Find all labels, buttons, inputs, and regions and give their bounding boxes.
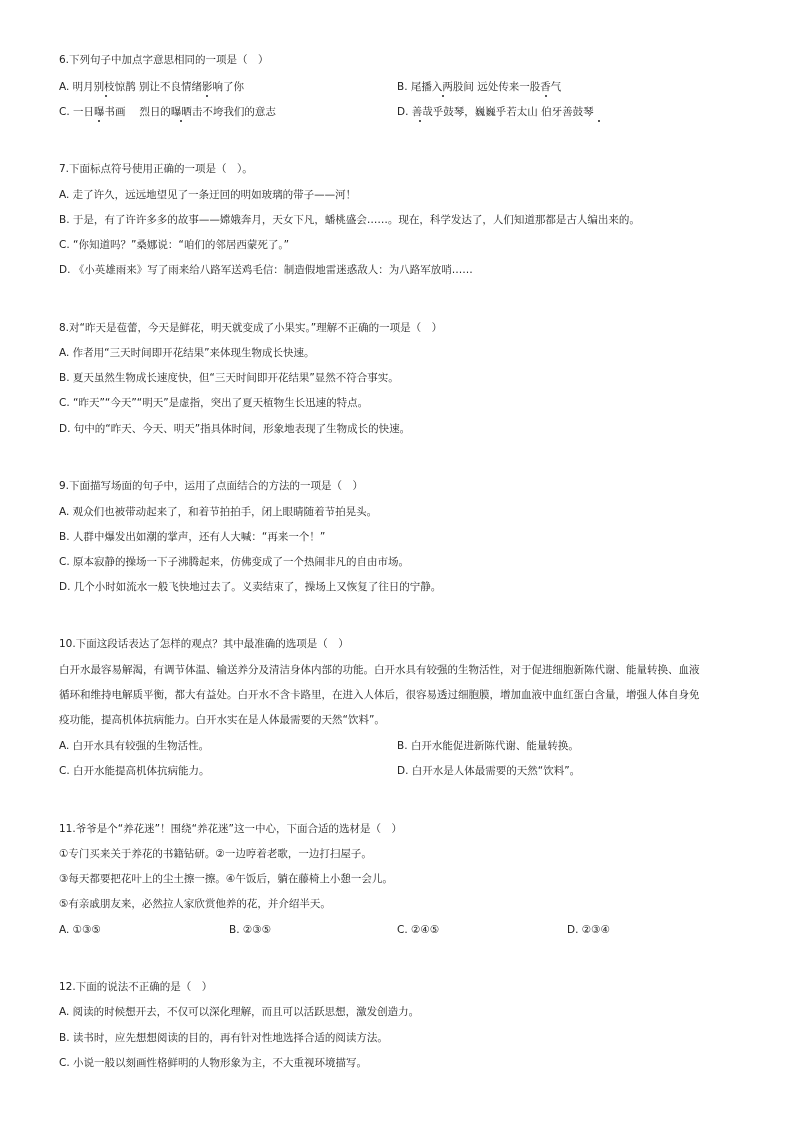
emphasis-dot <box>105 95 107 97</box>
q11-item-line-3: ⑤有亲戚朋友来，必然拉人家欣赏他养的花，并介绍半天。 <box>59 898 331 910</box>
q10-passage-line-1: 白开水最容易解渴，有调节体温、输送养分及清洁身体内部的功能。白开水具有较强的生物活性，对于促进细胞新陈代谢、能量转换、血液 <box>59 664 700 676</box>
q7-stem: 7.下面标点符号使用正确的一项是（ ）。 <box>59 163 253 175</box>
q7-option-b: B. 于是，有了许许多多的故事——嫦娥奔月，天女下凡，蟠桃盛会……。现在，科学发达了，人们知道那都是古人编出来的。 <box>59 214 640 226</box>
q12-stem: 12.下面的说法不正确的是（ ） <box>59 981 213 993</box>
q9-option-b: B. 人群中爆发出如潮的掌声，还有人大喊：“再来一个！” <box>59 531 326 543</box>
q11-item-line-2: ③每天都要把花叶上的尘土擦一擦。④午饭后，躺在藤椅上小憩一会儿。 <box>59 873 393 885</box>
emphasis-dot <box>419 120 421 122</box>
q10-passage-line-2: 循环和维持电解质平衡，都大有益处。白开水不含卡路里，在进入人体后，很容易透过细胞膜，增加血液中血红蛋白含量，增强人体自身免 <box>59 689 700 701</box>
q12-option-b: B. 读书时，应先想想阅读的目的，再有针对性地选择合适的阅读方法。 <box>59 1032 388 1044</box>
q9-option-c: C. 原本寂静的操场一下子沸腾起来，仿佛变成了一个热闹非凡的自由市场。 <box>59 556 410 568</box>
emphasis-dot <box>545 95 547 97</box>
q7-option-a: A. 走了许久，远远地望见了一条迂回的明如玻璃的带子——河！ <box>59 189 357 201</box>
q9-option-a: A. 观众们也被带动起来了，和着节拍拍手，闭上眼睛随着节拍晃头。 <box>59 506 378 518</box>
q6-option-d: D. 善哉乎鼓琴，巍巍乎若太山 伯牙善鼓琴 <box>397 106 594 118</box>
emphasis-dot <box>442 95 444 97</box>
q10-stem: 10.下面这段话表达了怎样的观点？其中最准确的选项是（ ） <box>59 638 349 650</box>
q8-option-d: D. 句中的“昨天、今天、明天”指具体时间，形象地表现了生物成长的快速。 <box>59 423 411 435</box>
emphasis-dot <box>206 95 208 97</box>
emphasis-dot <box>180 120 182 122</box>
q7-option-c: C. “你知道吗？”桑娜说：“咱们的邻居西蒙死了。” <box>59 239 290 251</box>
emphasis-dot <box>598 120 600 122</box>
q8-stem: 8.对“昨天是苞蕾，今天是鲜花，明天就变成了小果实。”理解不正确的一项是（ ） <box>59 322 443 334</box>
q8-option-c: C. “昨天”“今天”“明天”是虚指，突出了夏天植物生长迅速的特点。 <box>59 397 369 409</box>
q10-option-a: A. 白开水具有较强的生物活性。 <box>59 740 210 752</box>
q11-option-b: B. ②③⑤ <box>229 924 272 936</box>
q6-option-c: C. 一日曝书画 烈日的曝晒击不垮我们的意志 <box>59 106 276 118</box>
q11-option-a: A. ①③⑤ <box>59 924 101 936</box>
q11-option-d: D. ②③④ <box>567 924 610 936</box>
q12-option-c: C. 小说一般以刻画性格鲜明的人物形象为主，不大重视环境描写。 <box>59 1057 368 1069</box>
q9-option-d: D. 几个小时如流水一般飞快地过去了。义卖结束了，操场上又恢复了往日的宁静。 <box>59 581 442 593</box>
q10-option-c: C. 白开水能提高机体抗病能力。 <box>59 765 210 777</box>
q7-option-d: D. 《小英雄雨来》写了雨来给八路军送鸡毛信：制造假地雷迷惑敌人：为八路军放哨…… <box>59 264 473 276</box>
q6-option-b: B. 尾播入两股间 远处传来一股香气 <box>397 81 562 93</box>
q8-option-a: A. 作者用“三天时间即开花结果”来体现生物成长快速。 <box>59 347 315 359</box>
q12-option-a: A. 阅读的时候想开去，不仅可以深化理解，而且可以活跃思想，激发创造力。 <box>59 1006 420 1018</box>
emphasis-dot <box>98 120 100 122</box>
q11-stem: 11.爷爷是个“养花迷”！围绕“养花迷”这一中心，下面合适的选材是（ ） <box>59 823 402 835</box>
q11-item-line-1: ①专门买来关于养花的书籍钻研。②一边哼着老歌，一边打扫屋子。 <box>59 848 372 860</box>
q10-option-d: D. 白开水是人体最需要的天然“饮料”。 <box>397 765 581 777</box>
q10-passage-line-3: 疫功能，提高机体抗病能力。白开水实在是人体最需要的天然“饮料”。 <box>59 714 385 726</box>
q11-option-c: C. ②④⑤ <box>397 924 440 936</box>
q8-option-b: B. 夏天虽然生物成长速度快，但“三天时间即开花结果”显然不符合事实。 <box>59 372 399 384</box>
q6-stem: 6.下列句子中加点字意思相同的一项是（ ） <box>59 54 269 66</box>
q10-option-b: B. 白开水能促进新陈代谢、能量转换。 <box>397 740 579 752</box>
q9-stem: 9.下面描写场面的句子中，运用了点面结合的方法的一项是（ ） <box>59 480 364 492</box>
q6-option-a: A. 明月别枝惊鹊 别让不良情绪影响了你 <box>59 81 245 93</box>
